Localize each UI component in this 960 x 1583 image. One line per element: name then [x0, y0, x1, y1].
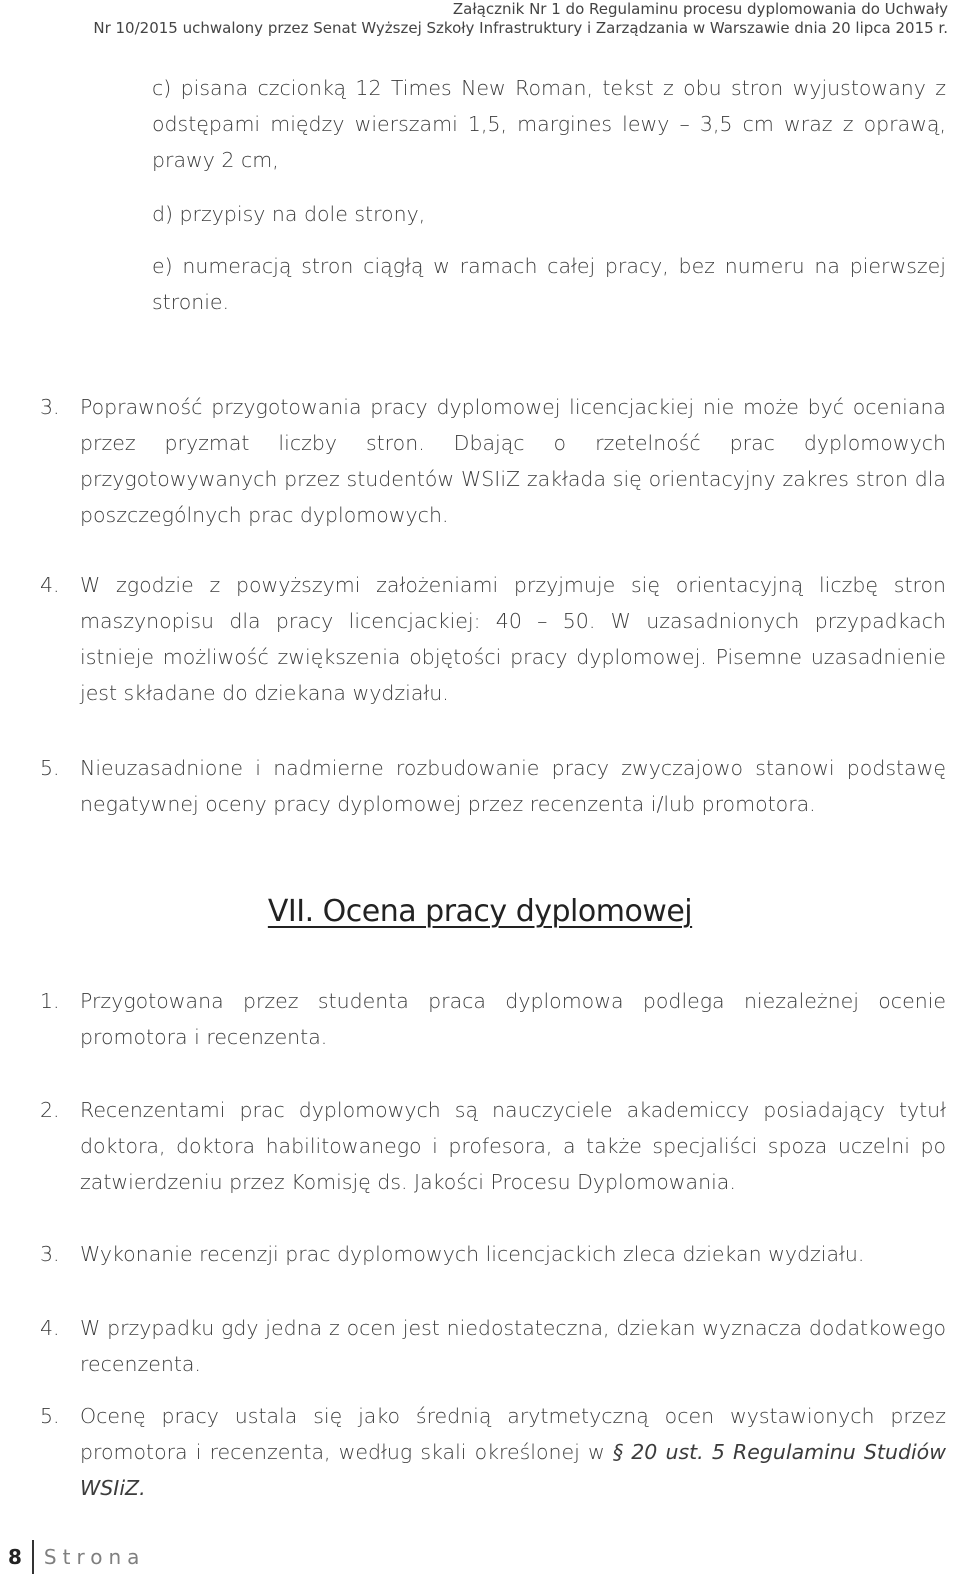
list-item-5	[40, 750, 946, 822]
footer-divider	[32, 1540, 34, 1574]
page-footer	[0, 1540, 145, 1574]
document-header	[93, 0, 948, 38]
list-item-text: Poprawność przygotowania pracy dyplomowej licencjackiej nie może być oceniana przez pryzmat liczby stron. Dbając o rzetelność prac dyplomowych przygotowywanych przez studentów WSIiZ zakłada się orientacyjny zakres stron dla poszczególnych prac dyplomowych.	[80, 395, 946, 527]
header-line-2: Nr 10/2015 uchwalony przez Senat Wyższej Szkoły Infrastruktury i Zarządzania w Warszawie dnia 20 lipca 2015 r.	[93, 19, 948, 37]
list-item-number: 4.	[40, 1316, 60, 1340]
list-item-3	[40, 389, 946, 533]
list-item-text: W zgodzie z powyższymi założeniami przyjmuje się orientacyjną liczbę stron maszynopisu dla pracy licencjackiej: 40 – 50. W uzasadnionych przypadkach istnieje możliwość zwiększenia objętości pracy dyplomowej. Pisemne uzasadnienie jest składane do dziekana wydziału.	[80, 573, 946, 705]
list-item-number: 1.	[40, 989, 60, 1013]
list-item-5b	[40, 1398, 946, 1506]
list-item-text: Ocenę pracy ustala się jako średnią arytmetyczną ocen wystawionych przez promotora i recenzenta, według skali określonej w	[80, 1404, 946, 1464]
list-item-text: Wykonanie recenzji prac dyplomowych licencjackich zleca dziekan wydziału.	[80, 1242, 865, 1266]
list-item-4b	[40, 1310, 946, 1382]
section-title-text: VII. Ocena pracy dyplomowej	[267, 894, 693, 929]
list-item-3b	[40, 1236, 946, 1272]
header-line-1: Załącznik Nr 1 do Regulaminu procesu dyplomowania do Uchwały	[452, 0, 948, 18]
list-item-text: Recenzentami prac dyplomowych są nauczyciele akademiccy posiadający tytuł doktora, doktora habilitowanego i profesora, a także specjaliści spoza uczelni po zatwierdzeniu przez Komisję ds. Jakości Procesu Dyplomowania.	[80, 1098, 946, 1194]
list-item-e	[152, 248, 946, 320]
list-item-number: 5.	[40, 1404, 60, 1428]
list-item-number: 3.	[40, 1242, 60, 1266]
list-item-text: Nieuzasadnione i nadmierne rozbudowanie pracy zwyczajowo stanowi podstawę negatywnej oceny pracy dyplomowej przez recenzenta i/lub promotora.	[80, 756, 946, 816]
list-item-text: e) numeracją stron ciągłą w ramach całej pracy, bez numeru na pierwszej stronie.	[152, 254, 946, 314]
list-item-number: 5.	[40, 756, 60, 780]
list-item-c	[152, 70, 946, 178]
list-item-4	[40, 567, 946, 711]
page-number: 8	[8, 1545, 22, 1569]
list-item-number: 2.	[40, 1098, 60, 1122]
list-item-1	[40, 983, 946, 1055]
list-item-text: W przypadku gdy jedna z ocen jest niedostateczna, dziekan wyznacza dodatkowego recenzenta.	[80, 1316, 946, 1376]
regulation-reference: § 20 ust. 5 Regulaminu Studiów WSIiZ.	[80, 1440, 946, 1500]
list-item-text: c) pisana czcionką 12 Times New Roman, tekst z obu stron wyjustowany z odstępami między wierszami 1,5, margines lewy – 3,5 cm wraz z oprawą, prawy 2 cm,	[152, 76, 946, 172]
section-title	[0, 890, 960, 934]
list-item-text: Przygotowana przez studenta praca dyplomowa podlega niezależnej ocenie promotora i recenzenta.	[80, 989, 946, 1049]
list-item-text: d) przypisy na dole strony,	[152, 202, 426, 226]
list-item-2	[40, 1092, 946, 1200]
list-item-number: 3.	[40, 395, 60, 419]
list-item-d	[152, 196, 946, 232]
page-label: Strona	[43, 1545, 146, 1569]
list-item-number: 4.	[40, 573, 60, 597]
